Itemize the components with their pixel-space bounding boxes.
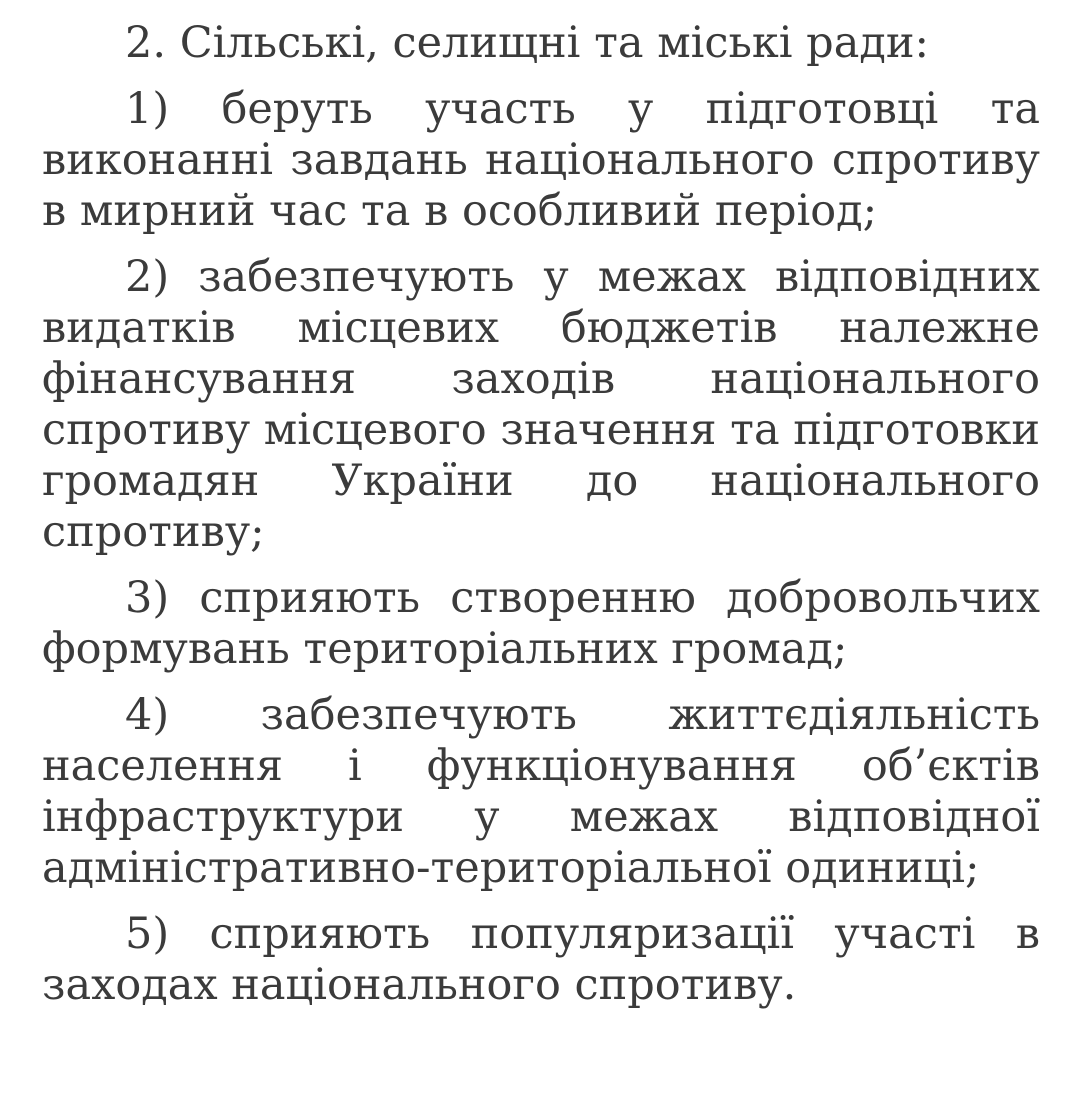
list-item-1: 1) беруть участь у підготовці та виконанні завдань національного спротиву в мирний час та в особливий період; [42, 84, 1040, 236]
list-item-3: 3) сприяють створенню добровольчих формувань територіальних громад; [42, 573, 1040, 674]
document-body [42, 18, 1040, 1026]
section-heading: 2. Сільські, селищні та міські ради: [125, 18, 929, 68]
list-item-4: 4) забезпечують життєдіяльність населення і функціонування об’єктів інфраструктури у межах відповідної адміністративно-територіальної одиниці; [42, 690, 1040, 893]
list-item-5: 5) сприяють популяризації участі в заходах національного спротиву. [42, 909, 1040, 1010]
list-item-2: 2) забезпечують у межах відповідних видатків місцевих бюджетів належне фінансування заходів національного спротиву місцевого значення та підготовки громадян України до національного спротиву; [42, 252, 1040, 557]
